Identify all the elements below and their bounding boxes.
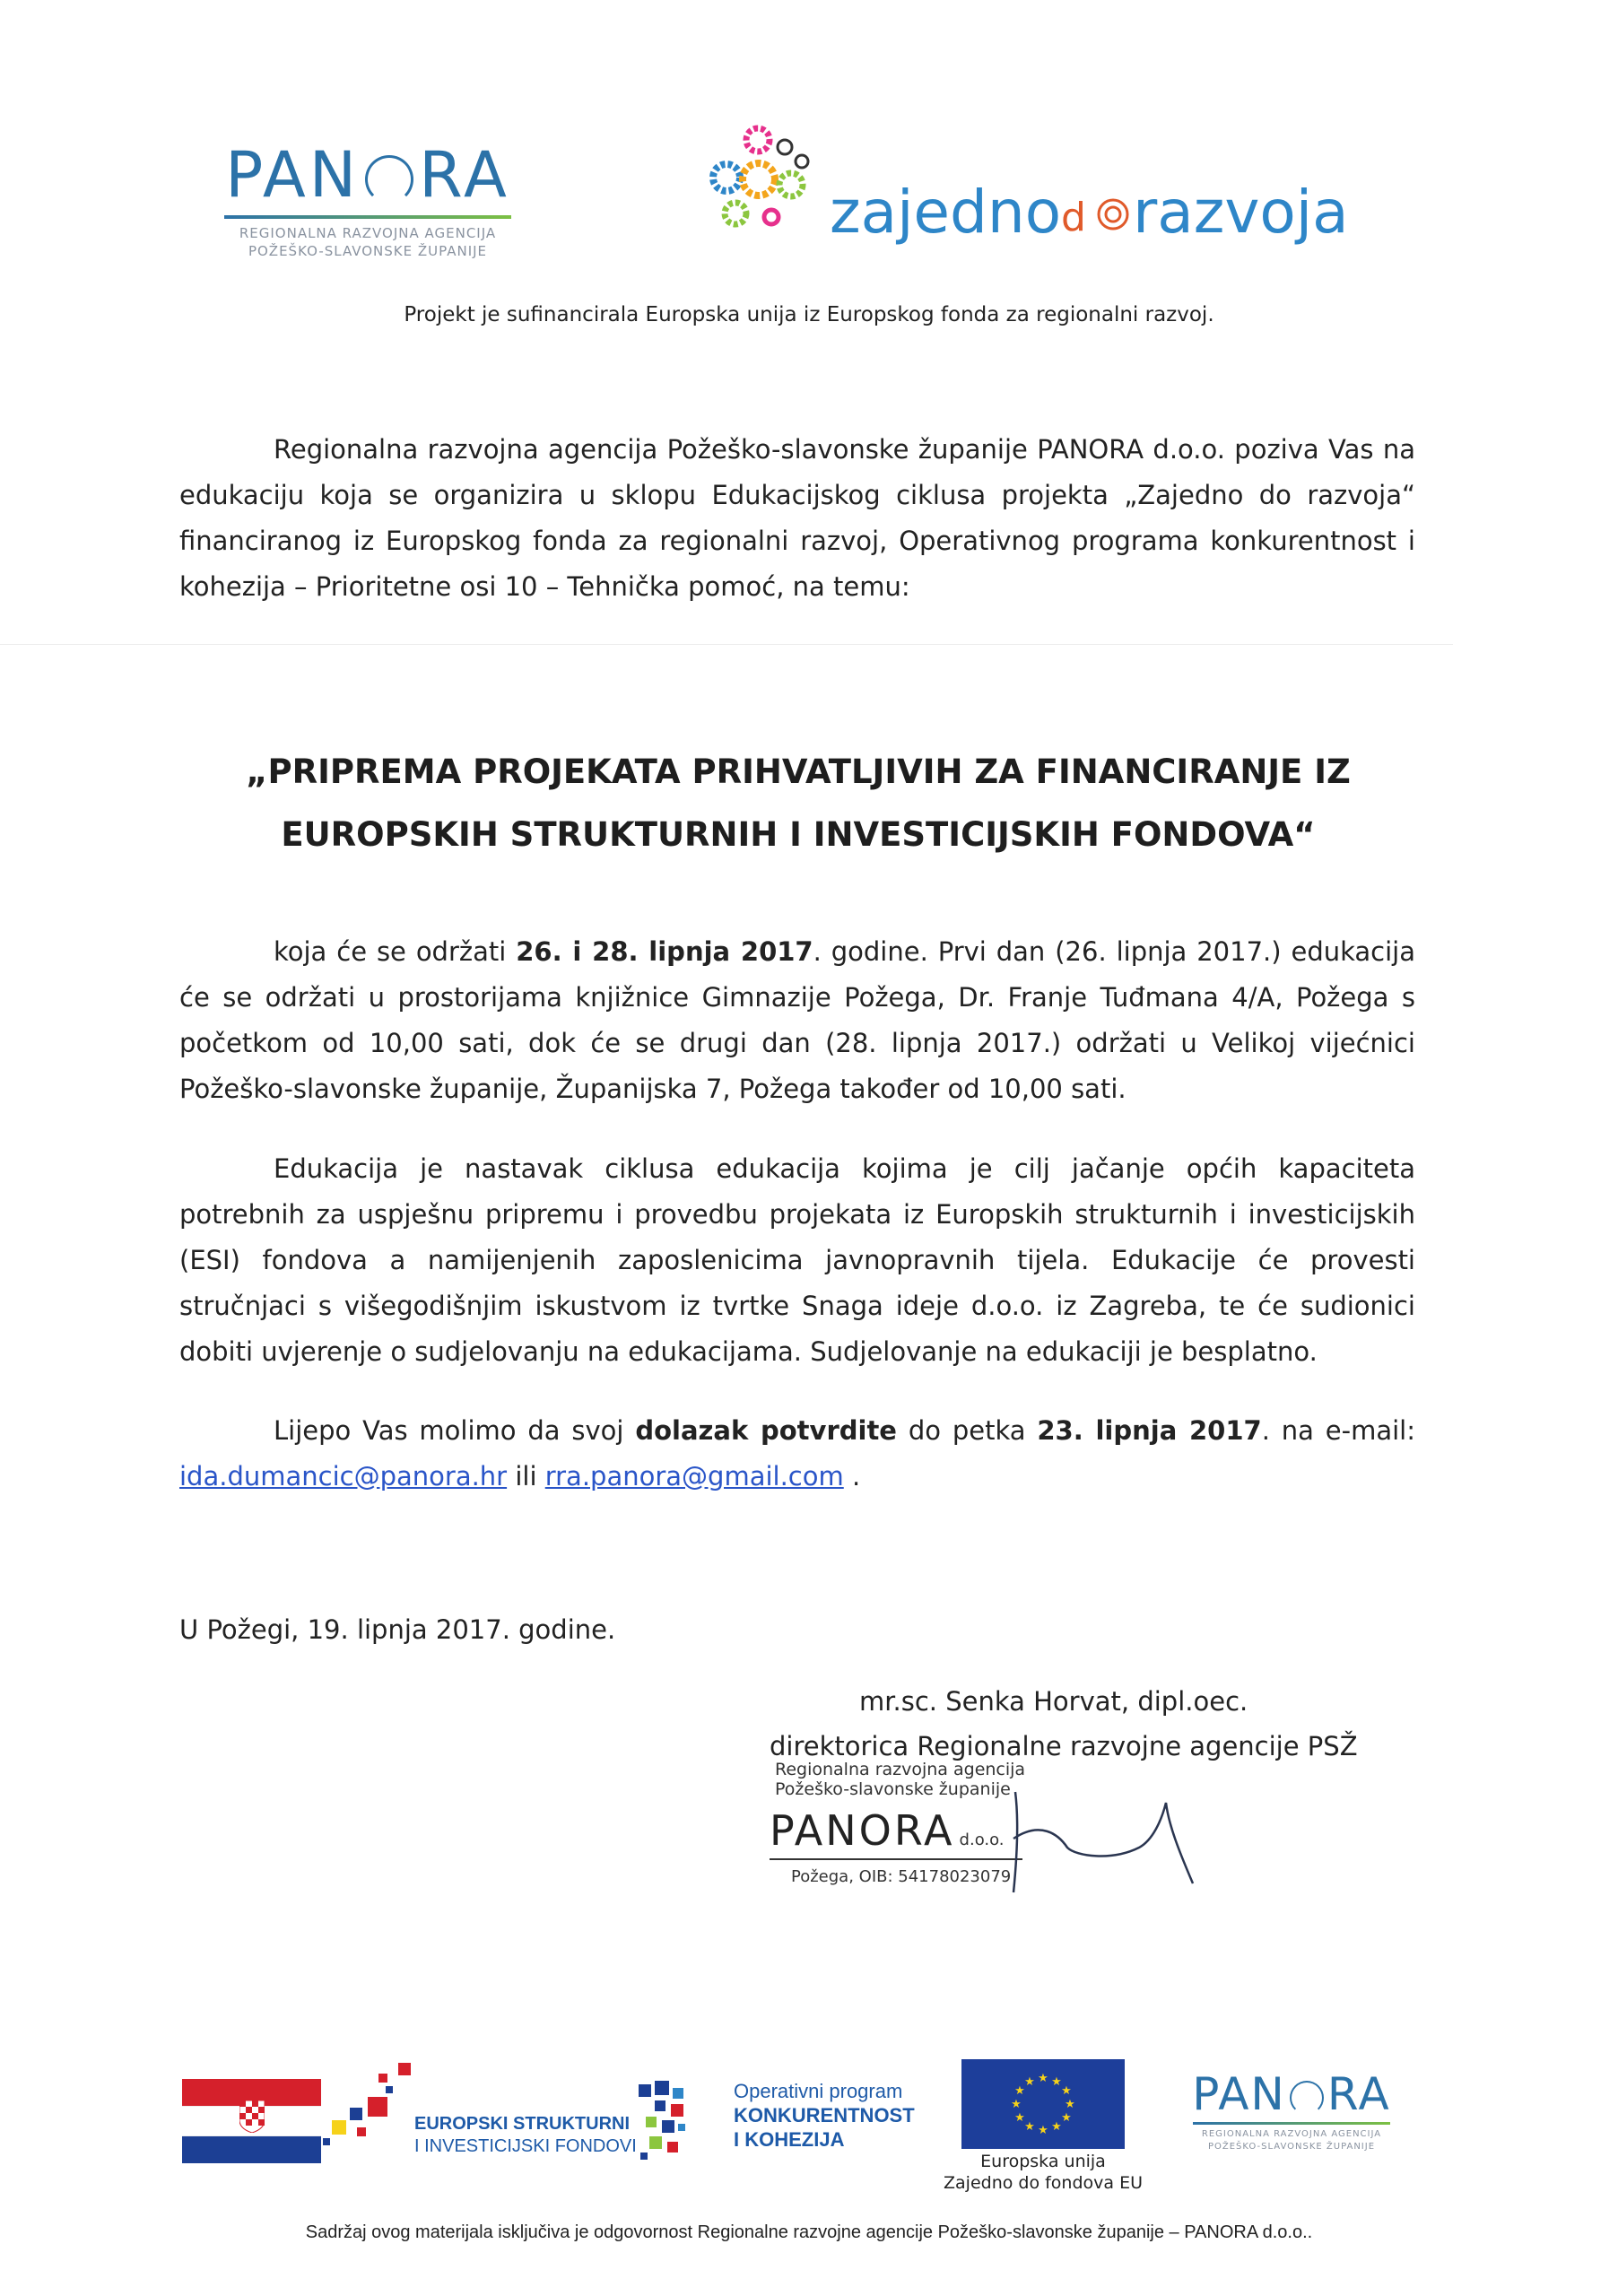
- eu-stars-icon: [961, 2059, 1125, 2149]
- svg-text:★: ★: [1011, 2098, 1022, 2111]
- disclaimer: Sadržaj ovog materijala isključiva je odgovornost Regionalne razvojne agencije Požeško-slavonske županije – PANORA d.o.o..: [305, 2222, 1313, 2242]
- svg-text:★: ★: [1024, 2120, 1035, 2134]
- coat-of-arms-icon: [239, 2097, 265, 2133]
- svg-text:★: ★: [1061, 2111, 1072, 2125]
- footer-panora-o-icon: [1290, 2081, 1324, 2115]
- funding-line: Projekt je sufinancirala Europska unija iz Europskog fonda za regionalni razvoj.: [404, 303, 1214, 326]
- zajedno-logo-text: zajedno d razvoja: [830, 178, 1349, 247]
- panora-logo-word: PAN RA: [225, 138, 510, 212]
- footer-panora-logo: PAN RA REGIONALNA RAZVOJNA AGENCIJA POŽEŠKO-SLAVONSKE ŽUPANIJE: [1192, 2068, 1391, 2152]
- seminar-title: „PRIPREMA PROJEKATA PRIHVATLJIVIH ZA FINANCIRANJE IZ EUROPSKIH STRUKTURNIH I INVESTICIJSKIH FONDOVA“: [246, 752, 1351, 854]
- intro-paragraph: Regionalna razvojna agencija Požeško-slavonske županije PANORA d.o.o. poziva Vas na edukaciju koja se organizira u sklopu Edukacijskog ciklusa projekta „Zajedno do razvoja“ financiranog iz Europskog fonda za regionalni razvoj, Operativnog programa konkurentnost i kohezija – Prioritetne osi 10 – Tehnička pomoć, na temu:: [179, 434, 1415, 602]
- panora-logo-o-icon: [365, 155, 413, 204]
- email-link-ida[interactable]: ida.dumancic@panora.hr: [179, 1461, 508, 1492]
- svg-text:★: ★: [1051, 2075, 1062, 2089]
- svg-text:★: ★: [1065, 2098, 1075, 2111]
- panora-logo: PAN RA REGIONALNA RAZVOJNA AGENCIJA POŽEŠKO-SLAVONSKE ŽUPANIJE: [197, 144, 538, 278]
- svg-text:d: d: [1061, 195, 1087, 236]
- esi-squares-icon: [323, 2061, 422, 2151]
- op-squares-icon: [639, 2081, 719, 2170]
- page-fold-line: [0, 644, 1453, 645]
- signatory-role: direktorica Regionalne razvojne agencije PSŽ: [770, 1731, 1358, 1761]
- zajedno-do-razvoja-logo: [709, 124, 1390, 258]
- panora-logo-divider: [224, 215, 511, 219]
- eu-flag: [961, 2059, 1125, 2149]
- rsvp-paragraph: Lijepo Vas molimo da svoj dolazak potvrdite do petka 23. lipnja 2017. na e-mail: ida.dumancic@panora.hr ili rra.panora@gmail.com .: [179, 1415, 1416, 1492]
- esi-funds-label: EUROPSKI STRUKTURNI I INVESTICIJSKI FONDOVI: [414, 2114, 637, 2156]
- svg-text:★: ★: [1014, 2084, 1025, 2098]
- svg-text:★: ★: [1061, 2084, 1072, 2098]
- email-link-rra[interactable]: rra.panora@gmail.com: [544, 1461, 844, 1492]
- svg-text:★: ★: [1038, 2072, 1048, 2085]
- croatian-flag: [182, 2079, 321, 2161]
- education-paragraph: Edukacija je nastavak ciklusa edukacija kojima je cilj jačanje općih kapaciteta potrebnih za uspješnu pripremu i provedbu projekata iz Europskih strukturnih i investicijskih (ESI) fondova a namijenjenih zaposlenicima javnopravnih tijela. Edukacije će provesti stručnjaci s višegodišnjim iskustvom iz tvrtke Snaga ideje d.o.o. iz Zagreba, te će sudionici dobiti uvjerenje o sudjelovanju na edukacijama. Sudjelovanje na edukaciji je besplatno.: [179, 1153, 1415, 1367]
- details-paragraph: koja će se održati 26. i 28. lipnja 2017. godine. Prvi dan (26. lipnja 2017.) edukacija će se održati u prostorijama knjižnice Gimnazije Požega, Dr. Franje Tuđmana 4/A, Požega s početkom od 10,00 sati, dok će se drugi dan (28. lipnja 2017.) održati u Velikoj vijećnici Požeško-slavonske županije, Županijska 7, Požega također od 10,00 sati.: [179, 936, 1415, 1104]
- svg-text:★: ★: [1038, 2124, 1048, 2137]
- signatory-name: mr.sc. Senka Horvat, dipl.oec.: [859, 1686, 1248, 1717]
- gears-icon: [709, 124, 834, 249]
- op-konkurentnost-label: Operativni program KONKURENTNOST I KOHEZIJA: [734, 2080, 915, 2151]
- do-symbol-icon: [1061, 193, 1133, 236]
- official-stamp: Regionalna razvojna agencija Požeško-slavonske županije PANORA d.o.o. Požega, OIB: 54178023079: [770, 1760, 1026, 1886]
- eu-label: Europska unija Zajedno do fondova EU: [944, 2152, 1143, 2193]
- handwritten-signature: [996, 1785, 1202, 1901]
- svg-text:★: ★: [1024, 2075, 1035, 2089]
- svg-text:★: ★: [1051, 2120, 1062, 2134]
- svg-text:★: ★: [1014, 2111, 1025, 2125]
- place-date: U Požegi, 19. lipnja 2017. godine.: [179, 1614, 616, 1645]
